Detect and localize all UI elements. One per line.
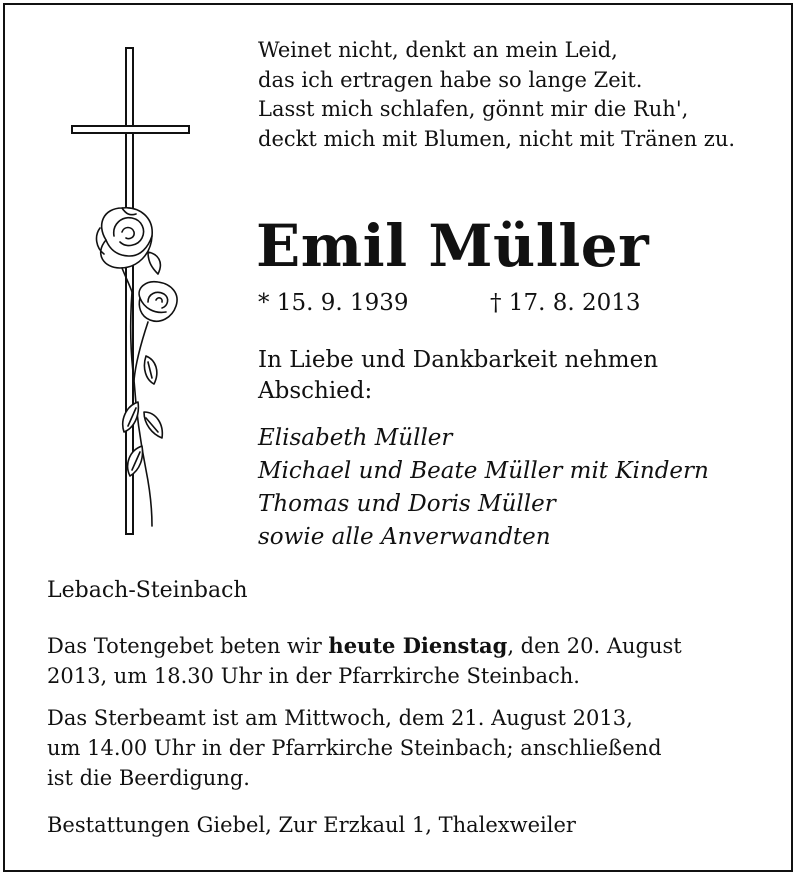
poem-line: deckt mich mit Blumen, nicht mit Tränen zu. bbox=[258, 126, 736, 151]
mourners-list bbox=[258, 422, 709, 554]
prayer-announcement bbox=[47, 631, 682, 691]
cross-with-roses-icon bbox=[60, 40, 210, 540]
deceased-name: Emil Müller bbox=[256, 212, 650, 280]
poem-line: Lasst mich schlafen, gönnt mir die Ruh', bbox=[258, 97, 689, 121]
prayer-date: , den 20. August bbox=[507, 634, 682, 658]
poem-line: das ich ertragen habe so lange Zeit. bbox=[258, 67, 643, 92]
mourner: Elisabeth Müller bbox=[258, 425, 453, 451]
undertaker-info: Bestattungen Giebel, Zur Erzkaul 1, Thalexweiler bbox=[47, 813, 576, 837]
mourner: Michael und Beate Müller mit Kindern bbox=[258, 458, 709, 484]
death-date: † 17. 8. 2013 bbox=[490, 290, 641, 316]
place-name: Lebach-Steinbach bbox=[47, 578, 248, 603]
prayer-day: heute Dienstag bbox=[328, 633, 508, 658]
intro-line: In Liebe und Dankbarkeit nehmen bbox=[258, 347, 659, 373]
prayer-line-1 bbox=[47, 631, 682, 661]
requiem-line: ist die Beerdigung. bbox=[47, 766, 250, 790]
farewell-intro bbox=[258, 345, 658, 407]
requiem-line: Das Sterbeamt ist am Mittwoch, dem 21. August 2013, bbox=[47, 706, 633, 730]
birth-date: * 15. 9. 1939 bbox=[258, 290, 409, 316]
prayer-text: Das Totengebet beten wir bbox=[47, 634, 329, 658]
poem-line: Weinet nicht, denkt an mein Leid, bbox=[258, 38, 618, 62]
requiem-line: um 14.00 Uhr in der Pfarrkirche Steinbach; anschließend bbox=[47, 736, 662, 760]
mourner: Thomas und Doris Müller bbox=[258, 491, 556, 517]
mourner: sowie alle Anverwandten bbox=[258, 524, 551, 550]
prayer-line-2: 2013, um 18.30 Uhr in der Pfarrkirche Steinbach. bbox=[47, 664, 580, 688]
requiem-announcement bbox=[47, 703, 662, 793]
intro-line: Abschied: bbox=[258, 378, 373, 404]
poem bbox=[258, 36, 735, 154]
